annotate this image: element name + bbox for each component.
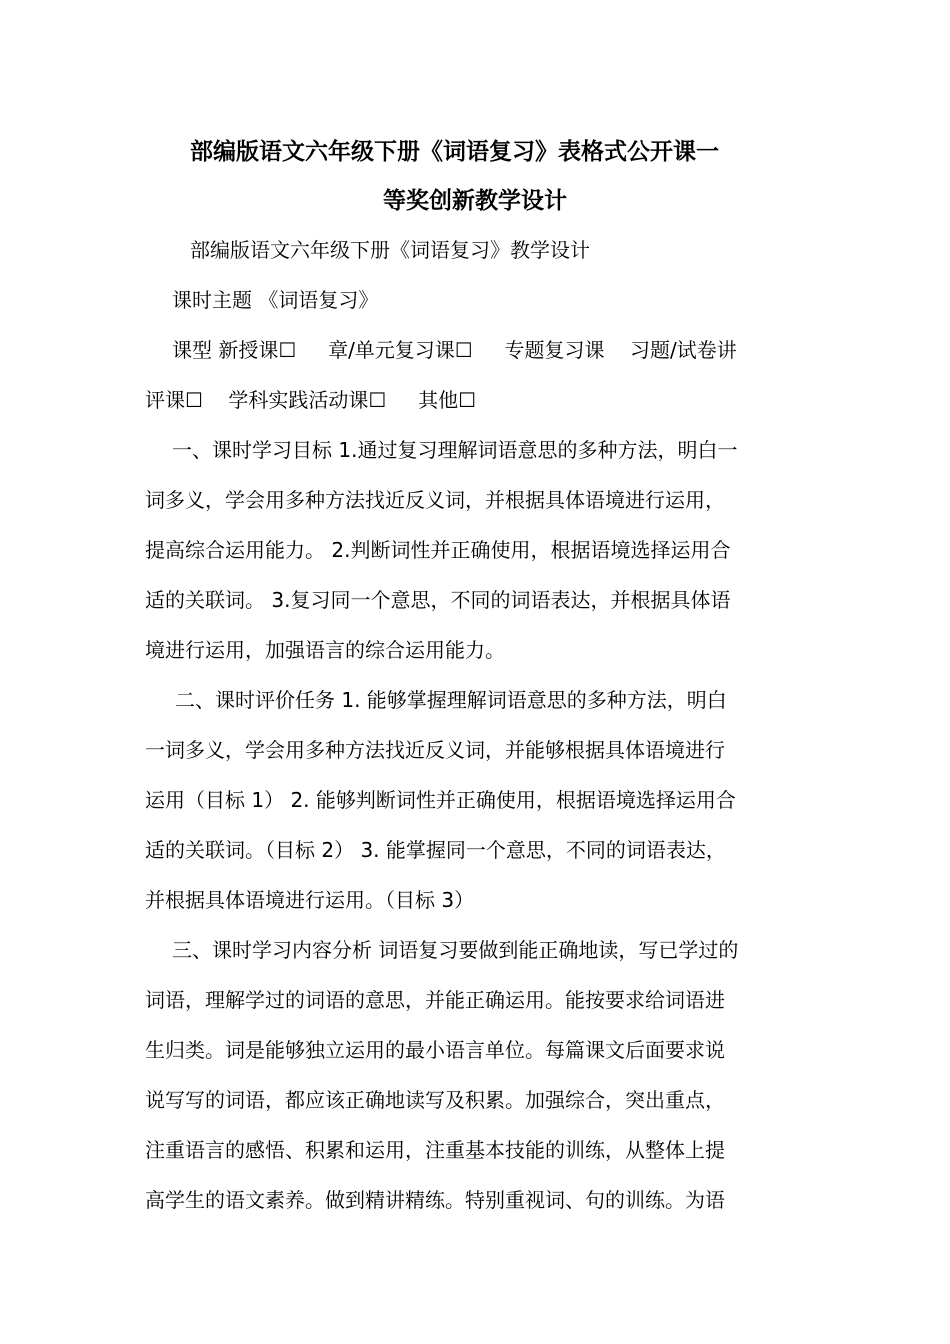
section1-line: 提高综合运用能力。 2.判断词性并正确使用，根据语境选择运用合 [145, 538, 731, 562]
section1-line: 适的关联词。 3.复习同一个意思，不同的词语表达，并根据具体语 [145, 588, 731, 612]
section2-line: 并根据具体语境进行运用。（目标 3） [145, 888, 475, 912]
section3-line: 高学生的语文素养。做到精讲精练。特别重视词、句的训练。为语 [145, 1188, 725, 1212]
section2-line: 二、课时评价任务 1. 能够掌握理解词语意思的多种方法，明白 [175, 688, 727, 712]
section3-line: 说写写的词语，都应该正确地读写及积累。加强综合，突出重点， [145, 1088, 725, 1112]
section3-line: 词语，理解学过的词语的意思，并能正确运用。能按要求给词语进 [145, 988, 725, 1012]
section2-line: 适的关联词。（目标 2） 3. 能掌握同一个意思，不同的词语表达， [145, 838, 726, 862]
section3-line: 三、课时学习内容分析 词语复习要做到能正确地读，写已学过的 [172, 938, 739, 962]
section3-line: 注重语言的感悟、积累和运用，注重基本技能的训练，从整体上提 [145, 1138, 725, 1162]
lesson-topic: 课时主题 《词语复习》 [172, 288, 379, 312]
section3-line: 生归类。词是能够独立运用的最小语言单位。每篇课文后面要求说 [145, 1038, 725, 1062]
section2-line: 运用（目标 1） 2. 能够判断词性并正确使用，根据语境选择运用合 [145, 788, 736, 812]
document-subtitle: 部编版语文六年级下册《词语复习》教学设计 [190, 238, 590, 262]
lesson-type-line-1: 课型 新授课☐ 章/单元复习课☐ 专题复习课 习题/试卷讲 [172, 338, 737, 362]
section2-line: 一词多义，学会用多种方法找近反义词，并能够根据具体语境进行 [145, 738, 725, 762]
section1-line: 一、课时学习目标 1.通过复习理解词语意思的多种方法，明白一 [172, 438, 738, 462]
section1-line: 境进行运用，加强语言的综合运用能力。 [145, 638, 505, 662]
document-title-line-2: 等奖创新教学设计 [383, 188, 567, 214]
section1-line: 词多义，学会用多种方法找近反义词，并根据具体语境进行运用， [145, 488, 725, 512]
lesson-type-line-2: 评课☐ 学科实践活动课☐ 其他☐ [145, 388, 477, 412]
document-title-line-1: 部编版语文六年级下册《词语复习》表格式公开课一 [190, 139, 719, 165]
